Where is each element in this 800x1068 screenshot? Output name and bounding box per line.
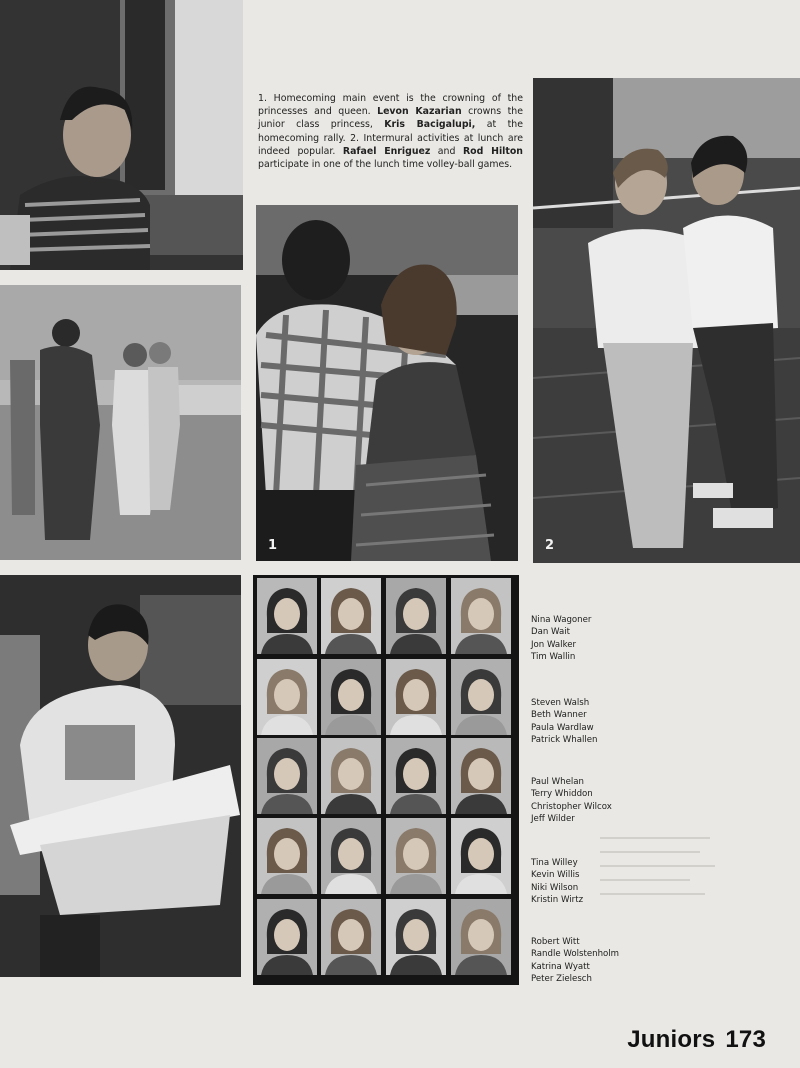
bleed-through-decoration	[600, 830, 720, 910]
caption-text-2: crowns the junior class princess,	[258, 106, 523, 131]
student-portrait	[257, 578, 317, 654]
student-portrait	[451, 659, 511, 735]
student-portrait	[257, 659, 317, 735]
name-group	[531, 776, 612, 826]
photo-group-outdoors	[0, 285, 241, 560]
name-group	[531, 857, 583, 907]
caption-name-kris: Kris Bacigalupi,	[384, 119, 476, 131]
student-name: Dan Wait	[531, 627, 571, 638]
student-name: Kristin Wirtz	[531, 895, 584, 906]
photo-2-volleyball	[533, 78, 800, 563]
student-portrait	[386, 818, 446, 894]
student-name: Christopher Wilcox	[531, 801, 612, 812]
student-name: Patrick Whallen	[531, 735, 598, 746]
student-name: Peter Zielesch	[531, 974, 592, 985]
student-portrait	[451, 818, 511, 894]
student-name: Jon Walker	[531, 639, 577, 650]
student-name: Tina Willey	[531, 858, 578, 868]
student-portrait	[257, 738, 317, 814]
student-portrait	[321, 738, 381, 814]
student-portrait	[451, 899, 511, 975]
student-name: Kevin Willis	[531, 870, 580, 881]
student-portrait	[386, 659, 446, 735]
photo-number-2: 2	[545, 538, 555, 553]
photo-caption	[258, 92, 523, 171]
student-name: Katrina Wyatt	[531, 961, 590, 972]
student-name: Robert Witt	[531, 937, 580, 947]
page-number: 173	[725, 1026, 766, 1053]
student-portrait	[386, 578, 446, 654]
photo-student-writing	[0, 575, 241, 977]
student-name: Tim Wallin	[531, 652, 576, 663]
student-name: Paul Whelan	[531, 777, 584, 787]
student-portrait	[386, 899, 446, 975]
caption-name-rod: Rod Hilton	[462, 145, 523, 157]
student-portrait	[321, 578, 381, 654]
student-portrait	[321, 818, 381, 894]
caption-text-1: 1. Homecoming main event is the crowning of the princesses and queen.	[258, 93, 523, 118]
student-portrait	[451, 738, 511, 814]
photo-student-lab	[0, 0, 243, 270]
portrait-grid	[253, 575, 519, 985]
student-name: Jeff Wilder	[531, 814, 575, 825]
student-name: Nina Wagoner	[531, 615, 592, 625]
name-group	[531, 614, 591, 664]
caption-text-3: at the homecoming rally. 2. Intermural activities at lunch are indeed popular.	[258, 119, 523, 157]
caption-text-4: and	[430, 145, 463, 157]
student-name: Paula Wardlaw	[531, 722, 594, 733]
photo-1-crowning	[256, 205, 518, 561]
page-footer	[627, 1026, 766, 1054]
caption-name-rafael: Rafael Enriguez	[342, 145, 431, 157]
student-portrait	[386, 738, 446, 814]
student-name: Niki Wilson	[531, 882, 579, 893]
name-group	[531, 936, 619, 986]
student-portrait	[257, 899, 317, 975]
student-portrait	[321, 899, 381, 975]
photo-number-1: 1	[268, 538, 278, 553]
caption-text-5: participate in one of the lunch time volley-ball games.	[258, 159, 513, 171]
name-group	[531, 697, 598, 747]
student-name: Beth Wanner	[531, 710, 587, 721]
section-title: Juniors	[627, 1026, 716, 1053]
student-portrait	[257, 818, 317, 894]
student-portrait	[451, 578, 511, 654]
student-name: Terry Whiddon	[531, 789, 593, 800]
student-portrait	[321, 659, 381, 735]
student-name: Steven Walsh	[531, 698, 590, 708]
caption-name-levon: Levon Kazarian	[377, 106, 462, 118]
student-name: Randle Wolstenholm	[531, 949, 620, 960]
